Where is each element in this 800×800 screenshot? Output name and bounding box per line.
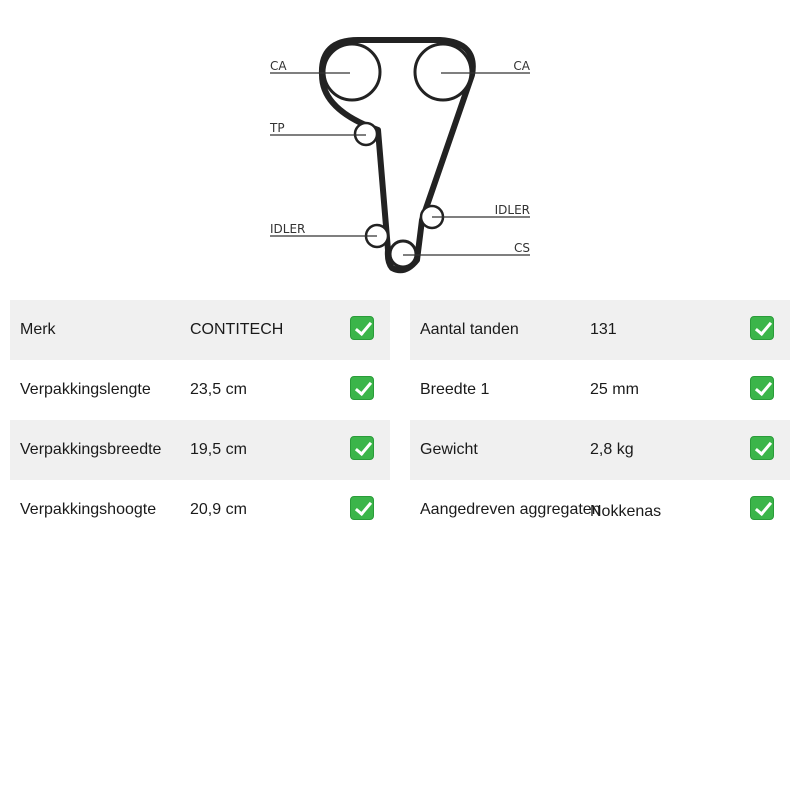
crankshaft-pulley (390, 241, 416, 267)
spec-label: Aangedreven aggregaten (420, 501, 601, 518)
check-icon (350, 436, 374, 460)
check-icon (750, 316, 774, 340)
spec-table-right (410, 300, 790, 540)
spec-value: 25 mm (590, 381, 639, 398)
spec-row-aantal-tanden (410, 300, 790, 360)
spec-value: 2,8 kg (590, 441, 634, 458)
spec-label: Verpakkingshoogte (20, 501, 157, 518)
check-icon (350, 316, 374, 340)
check-icon (350, 496, 374, 520)
spec-row-verpakkingsbreedte (10, 420, 390, 480)
check-icon (750, 376, 774, 400)
label-idler-left: IDLER (270, 222, 306, 236)
spec-value: 131 (590, 321, 617, 338)
spec-row-gewicht (410, 420, 790, 480)
spec-row-breedte (410, 360, 790, 420)
tensioner-pulley (355, 123, 377, 145)
check-icon (750, 436, 774, 460)
spec-label: Merk (20, 321, 56, 338)
spec-value: Nokkenas (590, 503, 662, 520)
spec-label: Breedte 1 (420, 381, 490, 398)
label-cs: CS (514, 241, 530, 255)
spec-row-verpakkingshoogte (10, 480, 390, 540)
spec-value: 19,5 cm (190, 441, 247, 458)
label-ca-right: CA (513, 59, 530, 73)
spec-value: CONTITECH (190, 321, 284, 338)
spec-label: Aantal tanden (420, 321, 519, 338)
label-idler-right: IDLER (494, 203, 530, 217)
spec-value: 20,9 cm (190, 501, 247, 518)
spec-label: Verpakkingsbreedte (20, 441, 162, 458)
check-icon (350, 376, 374, 400)
spec-value: 23,5 cm (190, 381, 247, 398)
timing-belt-diagram (260, 30, 540, 280)
spec-label: Gewicht (420, 441, 478, 458)
label-ca-left: CA (270, 59, 287, 73)
spec-row-verpakkingslengte (10, 360, 390, 420)
check-icon (750, 496, 774, 520)
spec-row-merk (10, 300, 390, 360)
spec-table-left (10, 300, 390, 540)
spec-row-aangedreven-aggregaten (410, 480, 790, 540)
camshaft-pulley-right (415, 44, 471, 100)
spec-label: Verpakkingslengte (20, 381, 151, 398)
label-tp: TP (270, 121, 285, 135)
camshaft-pulley-left (324, 44, 380, 100)
